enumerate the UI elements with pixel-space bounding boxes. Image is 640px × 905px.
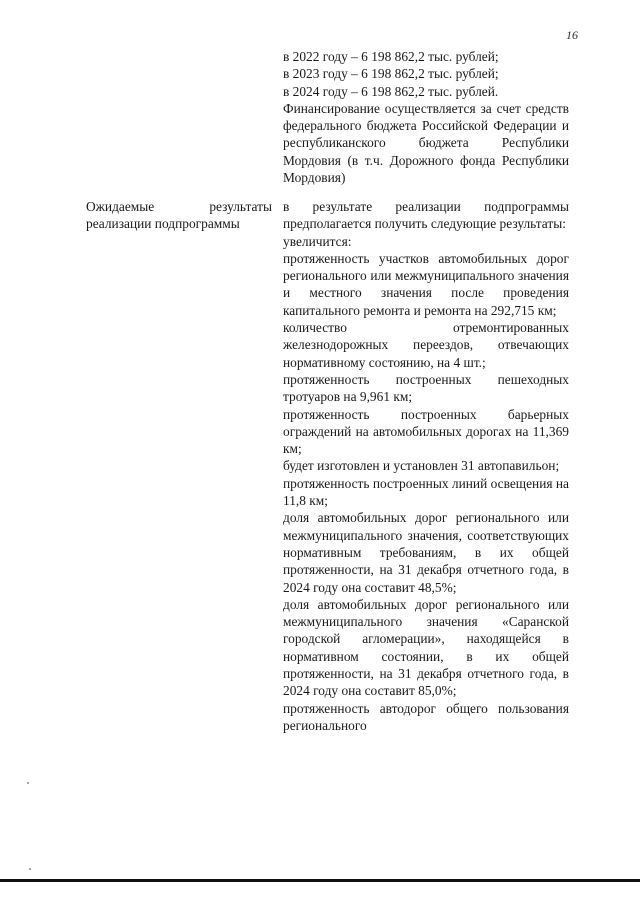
results-paragraph: будет изготовлен и установлен 31 автопавильон; [283, 458, 560, 474]
results-paragraph: в результате реализации подпрограммы предполагается получить следующие результаты: [283, 199, 569, 232]
financing-year-line: в 2022 году – 6 198 862,2 тыс. рублей; [283, 49, 499, 64]
financing-year-line: в 2023 году – 6 198 862,2 тыс. рублей; [283, 66, 499, 82]
results-paragraph: протяженность автодорог общего пользования регионального [283, 700, 569, 733]
scan-speck [29, 868, 31, 870]
results-paragraph: протяженность построенных линий освещения на 11,8 км; [283, 475, 569, 509]
page-bottom-edge [0, 879, 640, 882]
results-paragraph: доля автомобильных дорог регионального или межмуниципального значения, соответствующих нормативным требованиям, в их общей протяженности, на 31 декабря отчетного года, в 2024 году она составит 48,5%; [283, 510, 569, 595]
financing-year-line: в 2024 году – 6 198 862,2 тыс. рублей. [283, 83, 499, 99]
results-paragraph: протяженность построенных барьерных ограждений на автомобильных дорогах на 11,369 км; [283, 406, 569, 457]
results-label-line: реализации подпрограммы [86, 216, 240, 232]
results-label [86, 198, 272, 233]
results-paragraph: протяженность построенных пешеходных тротуаров на 9,961 км; [283, 371, 569, 405]
results-paragraph: увеличится: [283, 233, 352, 249]
results-label-line: Ожидаемые результаты [86, 199, 272, 214]
results-paragraph: количество отремонтированных железнодорожных переездов, отвечающих нормативному состоянию, на 4 шт.; [283, 320, 569, 370]
scan-speck [27, 782, 29, 784]
financing-block [283, 48, 569, 186]
results-paragraph: протяженность участков автомобильных дорог регионального или межмуниципального значения и местного значения после проведения капитального ремонта и ремонта на 292,715 км; [283, 250, 569, 318]
page-number: 16 [566, 28, 578, 42]
results-content [283, 198, 569, 734]
financing-source-paragraph: Финансирование осуществляется за счет средств федерального бюджета Российской Федерации и республиканского бюджета Республики Мордовия (в т.ч. Дорожного фонда Республики Мордовия) [283, 100, 569, 186]
results-paragraph: доля автомобильных дорог регионального или межмуниципального значения «Саранской городской агломерации», находящейся в нормативном состоянии, в их общей протяженности, на 31 декабря отчетного года, в 2024 году она составит 85,0%; [283, 596, 569, 699]
